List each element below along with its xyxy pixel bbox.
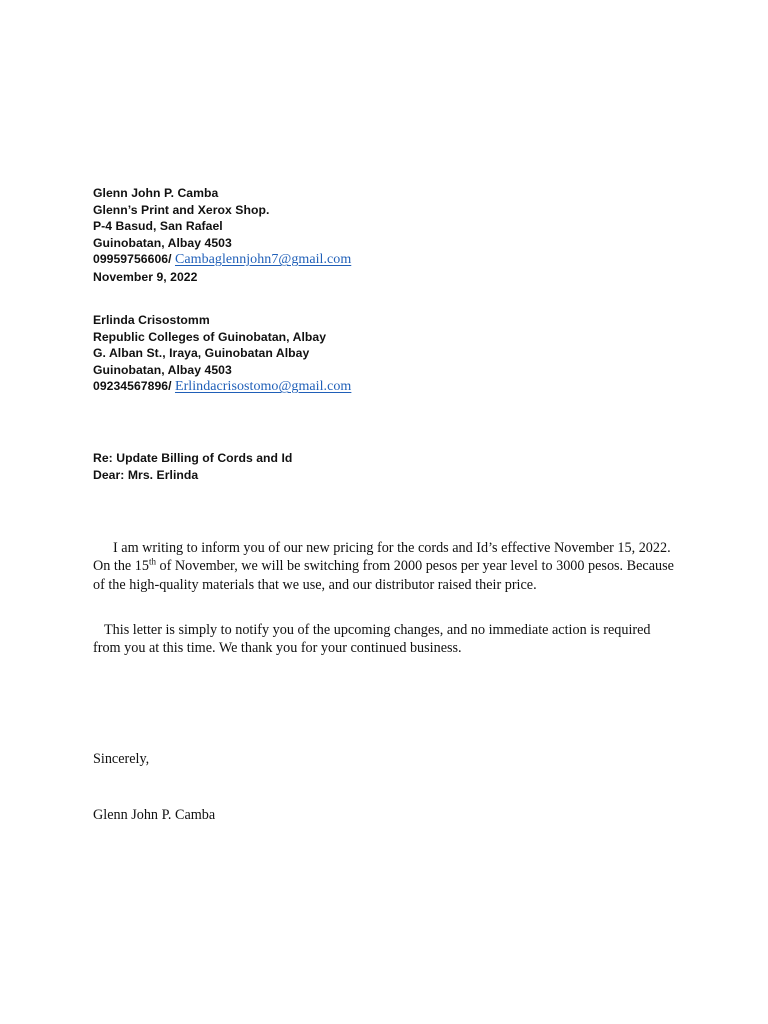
sender-business: Glenn’s Print and Xerox Shop. [93,202,270,217]
sender-email-link[interactable]: Cambaglennjohn7@gmail.com [174,252,352,267]
sender-block [93,185,351,285]
recipient-phone: 09234567896/ [93,379,175,393]
sender-name: Glenn John P. Camba [93,186,219,200]
body-paragraph-1 [93,539,683,594]
signature-name: Glenn John P. Camba [93,807,216,823]
subject-line: Re: Update Billing of Cords and Id [93,451,293,465]
body-paragraph-2: This letter is simply to notify you of the upcoming changes, and no immediate action is required from you at this time. We thank you for your continued business. [93,622,651,657]
letter-date: November 9, 2022 [93,269,198,284]
salutation: Dear: Mrs. Erlinda [93,467,199,482]
recipient-name: Erlinda Crisostomm [93,313,210,327]
recipient-address-line2: Guinobatan, Albay 4503 [93,362,232,377]
subject-block [93,450,292,483]
recipient-contact [93,378,351,396]
sender-address-line2: Guinobatan, Albay 4503 [93,235,232,250]
body-p1-ordinal-suffix: th [148,556,156,567]
recipient-email-link[interactable]: Erlindacrisostomo@gmail.com [174,379,352,394]
sender-phone: 09959756606/ [93,252,175,266]
recipient-block [93,312,351,396]
sender-address-line1: P-4 Basud, San Rafael [93,219,223,233]
body-p1-text-a: I am writing to inform you of our new pricing for the cords and Id’s effective November 15, 2022. On the 15 [93,540,671,575]
closing: Sincerely, [93,751,150,767]
sender-contact [93,251,351,269]
recipient-institution: Republic Colleges of Guinobatan, Albay [93,329,327,344]
recipient-address-line1: G. Alban St., Iraya, Guinobatan Albay [93,346,310,360]
body-p1-text-b: of November, we will be switching from 2000 pesos per year level to 3000 pesos. Because of the high-quality materials that we use, and our distributor raised their price. [93,558,674,593]
